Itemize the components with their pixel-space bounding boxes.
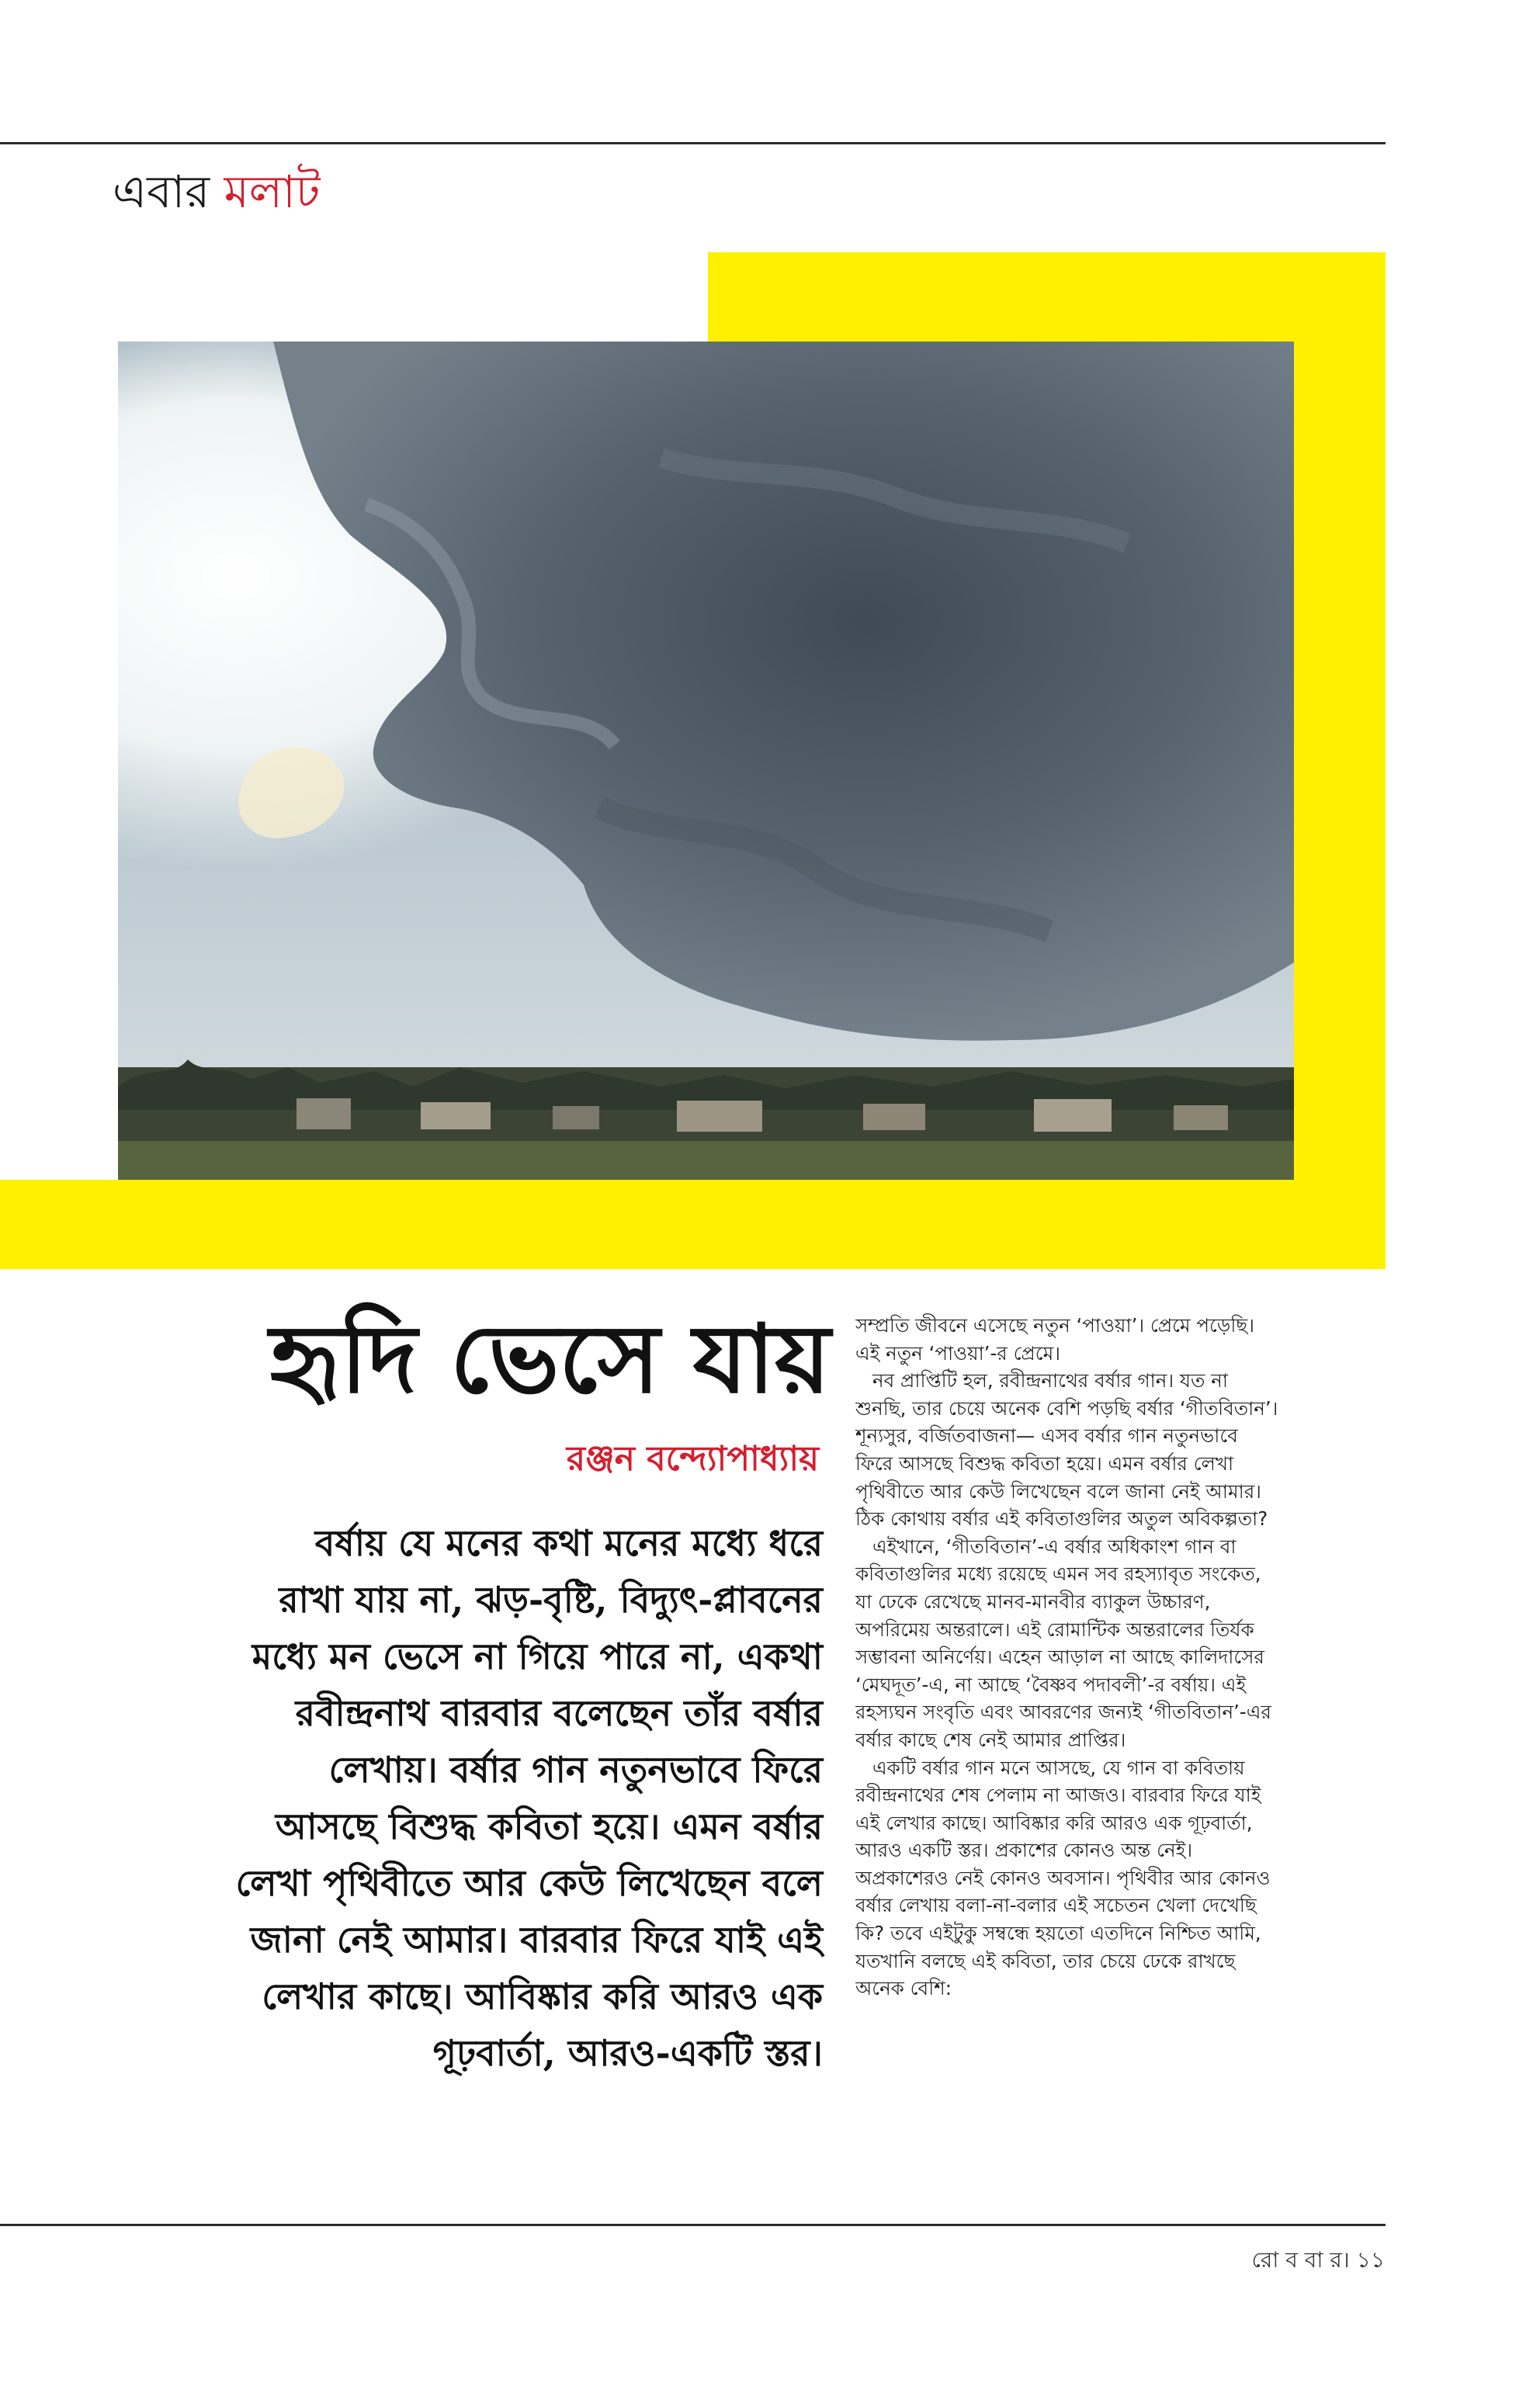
intro-line: গূঢ়বার্তা, আরও-একটি স্তর।	[432, 2032, 823, 2074]
body-line: নব প্রাপ্তিটি হল, রবীন্দ্রনাথের বর্ষার গান। যত না	[872, 1369, 1228, 1392]
intro-standfirst	[179, 1515, 823, 2082]
intro-line: লেখার কাছে। আবিষ্কার করি আরও এক	[262, 1975, 823, 2017]
body-line: এইখানে, ‘গীতবিতান’-এ বর্ষার অধিকাংশ গান বা	[872, 1535, 1237, 1558]
yellow-frame-band	[0, 1180, 1386, 1269]
body-line: অপরিমেয় অন্তরালে। এই রোমান্টিক অন্তরালের তির্যক	[855, 1618, 1254, 1641]
intro-line: বর্ষায় যে মনের কথা মনের মধ্যে ধরে	[314, 1522, 823, 1564]
byline-author: রঞ্জন বন্দ্যোপাধ্যায়	[566, 1439, 819, 1479]
body-line: যা ঢেকে রেখেছে মানব-মানবীর ব্যাকুল উচ্চারণ,	[855, 1590, 1211, 1613]
intro-line: আসছে বিশুদ্ধ কবিতা হয়ে। এমন বর্ষার	[275, 1805, 823, 1847]
section-label-word1: এবার	[113, 165, 210, 218]
section-label	[113, 165, 320, 219]
body-line: একটি বর্ষার গান মনে আসছে, যে গান বা কবিতায়	[872, 1756, 1245, 1779]
body-line: আরও একটি স্তর। প্রকাশের কোনও অন্ত নেই।	[855, 1839, 1193, 1862]
headline: হৃদি ভেসে যায়	[269, 1302, 831, 1414]
body-column	[855, 1312, 1385, 2003]
body-line: ‘মেঘদূত’-এ, না আছে ‘বৈষ্ণব পদাবলী’-র বর্ষায়। এই	[855, 1673, 1247, 1696]
intro-line: রবীন্দ্রনাথ বারবার বলেছেন তাঁর বর্ষার	[295, 1692, 823, 1734]
body-line: সম্ভাবনা অনির্ণেয়। এহেন আড়াল না আছে কালিদাসের	[855, 1646, 1264, 1669]
intro-line: জানা নেই আমার। বারবার ফিরে যাই এই	[250, 1919, 823, 1961]
intro-line: লেখা পৃথিবীতে আর কেউ লিখেছেন বলে	[235, 1862, 823, 1904]
section-label-word2: মলাট	[224, 165, 321, 218]
intro-line: মধ্যে মন ভেসে না গিয়ে পারে না, একথা	[251, 1635, 823, 1677]
body-line: অপ্রকাশেরও নেই কোনও অবসান। পৃথিবীর আর কোনও	[855, 1866, 1271, 1889]
body-line: কবিতাগুলির মধ্যে রয়েছে এমন সব রহস্যাবৃত সংকেত,	[855, 1562, 1261, 1586]
body-line: ঠিক কোথায় বর্ষার এই কবিতাগুলির অতুল অবিকল্পতা?	[855, 1507, 1268, 1531]
body-line: যতখানি বলছে এই কবিতা, তার চেয়ে ঢেকে রাখছে	[855, 1949, 1236, 1972]
body-line: অনেক বেশি:	[855, 1977, 952, 2000]
bottom-rule	[0, 2224, 1386, 2226]
body-line: বর্ষার লেখায় বলা-না-বলার এই সচেতন খেলা দেখেছি	[855, 1894, 1257, 1917]
cover-photo-storm-clouds	[118, 342, 1294, 1180]
body-line: রহস্যঘন সংবৃতি এবং আবরণের জন্যই ‘গীতবিতান’-এর	[855, 1701, 1271, 1724]
body-line: এই লেখার কাছে। আবিষ্কার করি আরও এক গূঢ়বার্তা,	[855, 1811, 1253, 1834]
body-line: পৃথিবীতে আর কেউ লিখেছেন বলে জানা নেই আমার।	[855, 1479, 1261, 1503]
body-line: কি? তবে এইটুকু সম্বন্ধে হয়তো এতদিনে নিশ্চিত আমি,	[855, 1922, 1261, 1945]
body-line: শুনছি, তার চেয়ে অনেক বেশি পড়ছি বর্ষার ‘গীতবিতান’।	[855, 1396, 1278, 1420]
body-line: শূন্যসুর, বর্জিতবাজনা— এসব বর্ষার গান নতুনভাবে	[855, 1424, 1238, 1448]
body-line: এই নতুন ‘পাওয়া’-র প্রেমে।	[855, 1341, 1061, 1365]
page-folio: রো ব বা র। ১১	[1251, 2247, 1385, 2273]
top-rule	[0, 142, 1386, 144]
body-line: রবীন্দ্রনাথের শেষ পেলাম না আজও। বারবার ফিরে যাই	[855, 1784, 1261, 1807]
intro-line: লেখায়। বর্ষার গান নতুনভাবে ফিরে	[328, 1749, 823, 1791]
body-line: বর্ষার কাছে শেষ নেই আমার প্রাপ্তির।	[855, 1728, 1126, 1751]
body-line: ফিরে আসছে বিশুদ্ধ কবিতা হয়ে। এমন বর্ষার লেখা	[855, 1451, 1234, 1475]
body-line: সম্প্রতি জীবনে এসেছে নতুন ‘পাওয়া’। প্রেমে পড়েছি।	[855, 1314, 1254, 1337]
intro-line: রাখা যায় না, ঝড়-বৃষ্টি, বিদ্যুৎ-প্লাবনের	[279, 1579, 823, 1621]
